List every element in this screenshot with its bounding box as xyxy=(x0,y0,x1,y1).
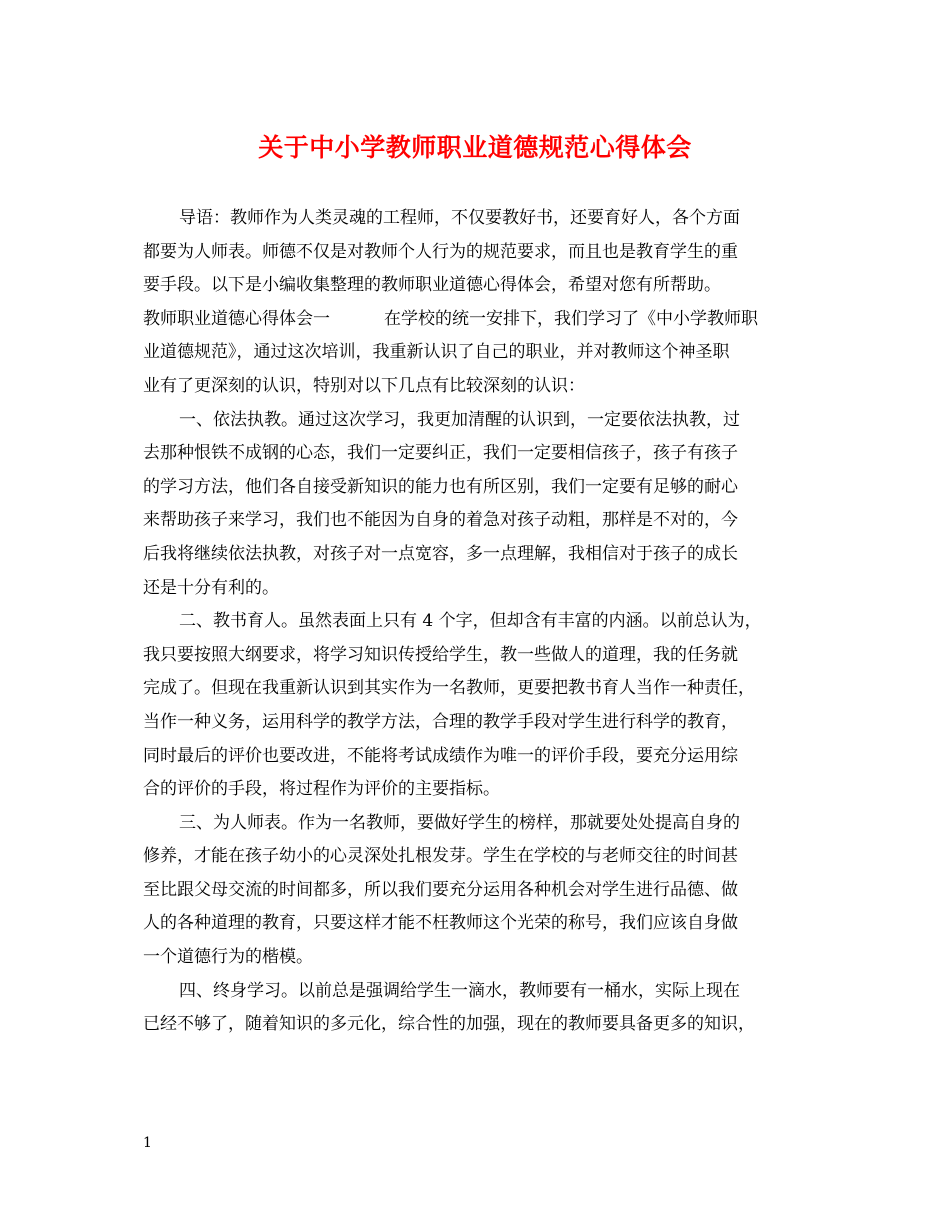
text-line: 已经不够了，随着知识的多元化，综合性的加强，现在的教师要具备更多的知识， xyxy=(143,1014,755,1035)
text-line: 一个道德行为的楷模。 xyxy=(143,947,313,968)
text-line: 完成了。但现在我重新认识到其实作为一名教师，更要把教书育人当作一种责任， xyxy=(143,678,755,699)
text-line: 三、为人师表。作为一名教师，要做好学生的榜样，那就要处处提高自身的 xyxy=(179,812,740,833)
document-body xyxy=(143,202,815,1042)
text-line: 我只要按照大纲要求，将学习知识传授给学生，教一些做人的道理，我的任务就 xyxy=(143,644,738,665)
text-line: 四、终身学习。以前总是强调给学生一滴水，教师要有一桶水，实际上现在 xyxy=(179,980,740,1001)
text-line: 修养，才能在孩子幼小的心灵深处扎根发芽。学生在学校的与老师交往的时间甚 xyxy=(143,846,738,867)
text-line: 至比跟父母交流的时间都多，所以我们要充分运用各种机会对学生进行品德、做 xyxy=(143,879,738,900)
text-line: 业道德规范》，通过这次培训，我重新认识了自己的职业，并对教师这个神圣职 xyxy=(143,342,730,363)
text-line: 来帮助孩子来学习，我们也不能因为自身的着急对孩子动粗，那样是不对的，今 xyxy=(143,510,738,531)
text-line: 还是十分有利的。 xyxy=(143,577,279,598)
text-line: 后我将继续依法执教，对孩子对一点宽容，多一点理解，我相信对于孩子的成长 xyxy=(143,543,738,564)
text-line: 合的评价的手段，将过程作为评价的主要指标。 xyxy=(143,779,500,800)
text-line: 的学习方法，他们各自接受新知识的能力也有所区别，我们一定要有足够的耐心 xyxy=(143,476,738,497)
text-line: 要手段。以下是小编收集整理的教师职业道德心得体会，希望对您有所帮助。 xyxy=(143,275,721,296)
text-line: 都要为人师表。师德不仅是对教师个人行为的规范要求，而且也是教育学生的重 xyxy=(143,241,738,262)
text-line: 二、教书育人。虽然表面上只有 4 个字，但却含有丰富的内涵。以前总认为， xyxy=(179,611,762,632)
text-line: 导语：教师作为人类灵魂的工程师，不仅要教好书，还要育好人，各个方面 xyxy=(179,208,740,228)
text-line: 去那种恨铁不成钢的心态，我们一定要纠正，我们一定要相信孩子，孩子有孩子 xyxy=(143,443,738,464)
text-line: 当作一种义务，运用科学的教学方法，合理的教学手段对学生进行科学的教育， xyxy=(143,711,738,732)
document-title: 关于中小学教师职业道德规范心得体会 xyxy=(258,133,692,162)
text-line: 同时最后的评价也要改进，不能将考试成绩作为唯一的评价手段，要充分运用综 xyxy=(143,745,738,766)
text-fragment: 在学校的统一安排下，我们学习了《中小学教师职 xyxy=(384,308,758,329)
section-heading: 教师职业道德心得体会一 xyxy=(143,308,330,329)
text-line-split xyxy=(143,303,815,337)
text-line: 业有了更深刻的认识，特别对以下几点有比较深刻的认识： xyxy=(143,375,585,396)
text-line: 一、依法执教。通过这次学习，我更加清醒的认识到，一定要依法执教，过 xyxy=(179,409,740,430)
text-line: 人的各种道理的教育，只要这样才能不枉教师这个光荣的称号，我们应该自身做 xyxy=(143,913,738,934)
page-number: 1 xyxy=(143,1135,152,1151)
